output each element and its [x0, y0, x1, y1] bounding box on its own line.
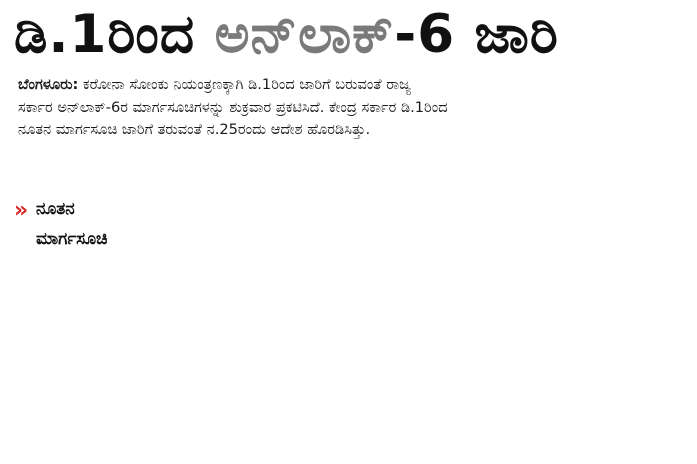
subheading-box — [14, 198, 162, 260]
intro-line: ಸರ್ಕಾರ ಅನ್‌ಲಾಕ್‌-6ರ ಮಾರ್ಗಸೂಚಿಗಳನ್ನು ಶುಕ್ರವಾರ ಪ್ರಕಟಿಸಿದೆ. ಕೇಂದ್ರ ಸರ್ಕಾರ ಡಿ.1ರಿಂದ — [18, 98, 448, 116]
subheading-line-1: ನೂತನ — [36, 199, 75, 219]
subheading-line-2: ಮಾರ್ಗಸೂಚಿ — [36, 229, 108, 249]
dateline: ಬೆಂಗಳೂರು: — [18, 76, 79, 93]
headline-date: ಡಿ.1ರಿಂದ — [14, 4, 196, 65]
headline-number: -6 ಜಾರಿ — [394, 4, 559, 65]
intro-line-text: ಕರೋನಾ ಸೋಂಕು ನಿಯಂತ್ರಣಕ್ಕಾಗಿ ಡಿ.1ರಿಂದ ಜಾರಿಗೆ ಬರುವಂತೆ ರಾಜ್ಯ — [78, 76, 411, 93]
intro-line — [18, 74, 690, 97]
intro-line: ನೂತನ ಮಾರ್ಗಸೂಚಿ ಜಾರಿಗೆ ತರುವಂತೆ ನ.25ರಂದು ಆದೇಶ ಹೊರಡಿಸಿತ್ತು. — [18, 121, 371, 138]
intro-paragraph — [18, 74, 690, 142]
headline-unlock: ಅನ್‌ಲಾಕ್‌ — [214, 4, 395, 65]
double-chevron-icon: » — [14, 198, 29, 223]
headline — [14, 2, 694, 68]
